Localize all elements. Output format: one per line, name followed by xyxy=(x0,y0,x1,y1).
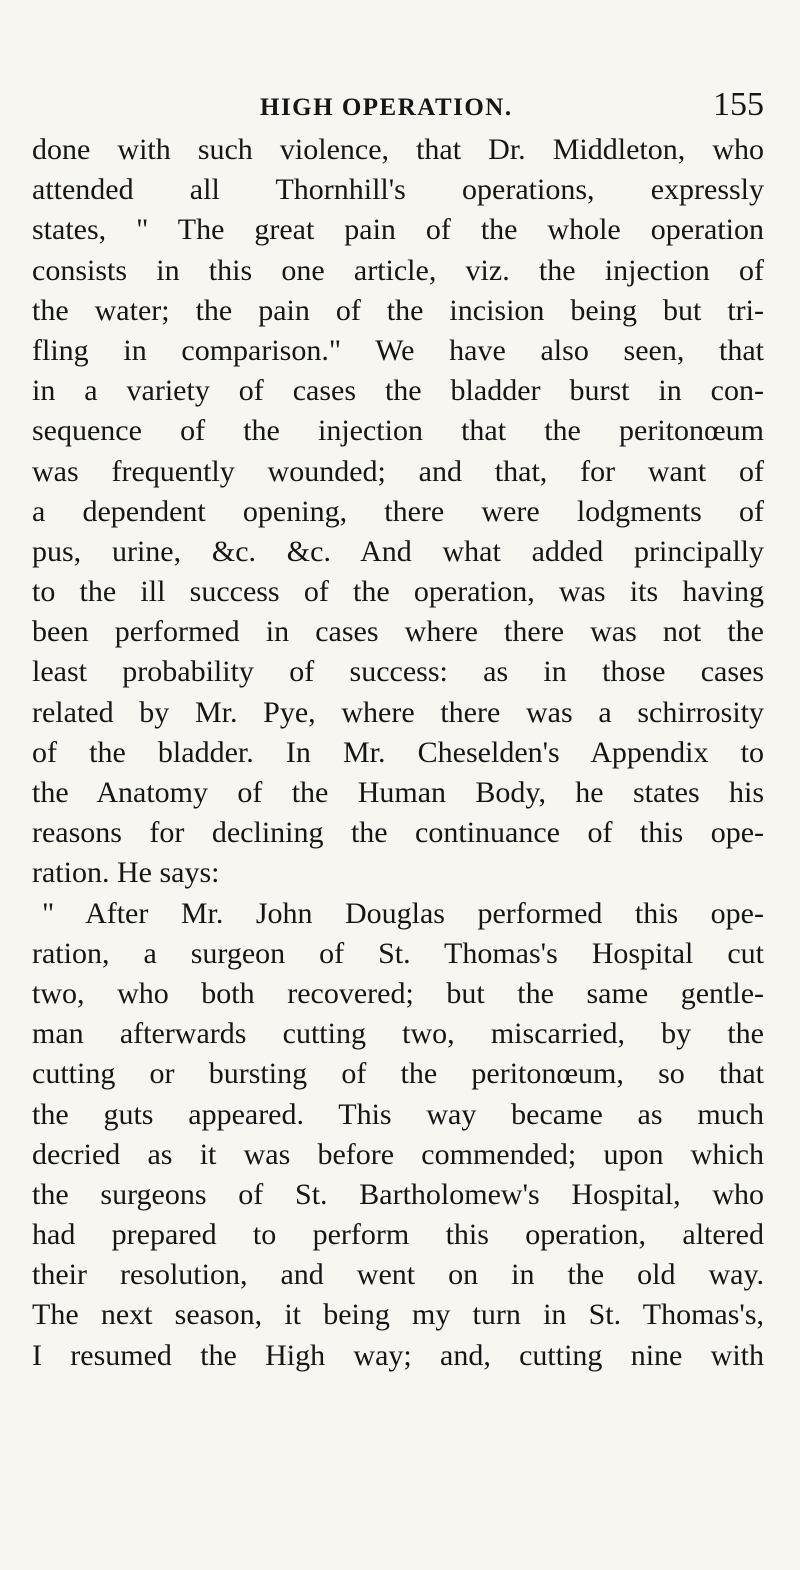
text-line: the water; the pain of the incision being but tri- xyxy=(32,293,764,327)
text-line: least probability of success: as in those cases xyxy=(32,655,764,689)
quotation-line: the guts appeared. This way became as much xyxy=(32,1097,764,1131)
running-title: HIGH OPERATION. xyxy=(260,94,513,121)
quotation-line: had prepared to perform this operation, altered xyxy=(32,1218,764,1252)
text-line: related by Mr. Pye, where there was a schirrosity xyxy=(32,695,764,729)
text-line: was frequently wounded; and that, for want of xyxy=(32,454,764,488)
running-head xyxy=(32,84,764,130)
quotation-line: The next season, it being my turn in St. Thomas's, xyxy=(32,1298,764,1332)
page-number: 155 xyxy=(713,86,764,123)
text-line: ration. He says: xyxy=(32,856,220,890)
text-line: attended all Thornhill's operations, expressly xyxy=(32,173,764,207)
quotation-line: their resolution, and went on in the old way. xyxy=(32,1258,764,1292)
text-line: pus, urine, &c. &c. And what added principally xyxy=(32,534,764,568)
text-line: reasons for declining the continuance of this ope- xyxy=(32,816,764,850)
text-line: to the ill success of the operation, was its having xyxy=(32,575,764,609)
body-text xyxy=(32,130,764,1376)
text-line: of the bladder. In Mr. Cheselden's Appendix to xyxy=(32,735,764,769)
quotation-line: the surgeons of St. Bartholomew's Hospital, who xyxy=(32,1177,764,1211)
quotation-line: cutting or bursting of the peritonœum, so that xyxy=(32,1057,764,1091)
text-line: consists in this one article, viz. the injection of xyxy=(32,253,764,287)
text-line: a dependent opening, there were lodgments of xyxy=(32,494,764,528)
quotation-line: two, who both recovered; but the same gentle- xyxy=(32,976,764,1010)
quotation-line: man afterwards cutting two, miscarried, by the xyxy=(32,1017,764,1051)
quotation-line: I resumed the High way; and, cutting nine with xyxy=(32,1338,764,1372)
quotation-line: ration, a surgeon of St. Thomas's Hospital cut xyxy=(32,936,764,970)
text-line: sequence of the injection that the peritonœum xyxy=(32,414,764,448)
quotation-line: " After Mr. John Douglas performed this ope- xyxy=(42,896,764,930)
text-line: in a variety of cases the bladder burst in con- xyxy=(32,374,764,408)
text-line: done with such violence, that Dr. Middleton, who xyxy=(32,133,764,166)
text-line: been performed in cases where there was not the xyxy=(32,615,764,649)
text-line: fling in comparison." We have also seen, that xyxy=(32,333,764,367)
text-line: states, " The great pain of the whole operation xyxy=(32,213,764,247)
text-line: the Anatomy of the Human Body, he states his xyxy=(32,776,764,809)
book-page xyxy=(0,84,800,1570)
quotation-line: decried as it was before commended; upon which xyxy=(32,1137,764,1171)
